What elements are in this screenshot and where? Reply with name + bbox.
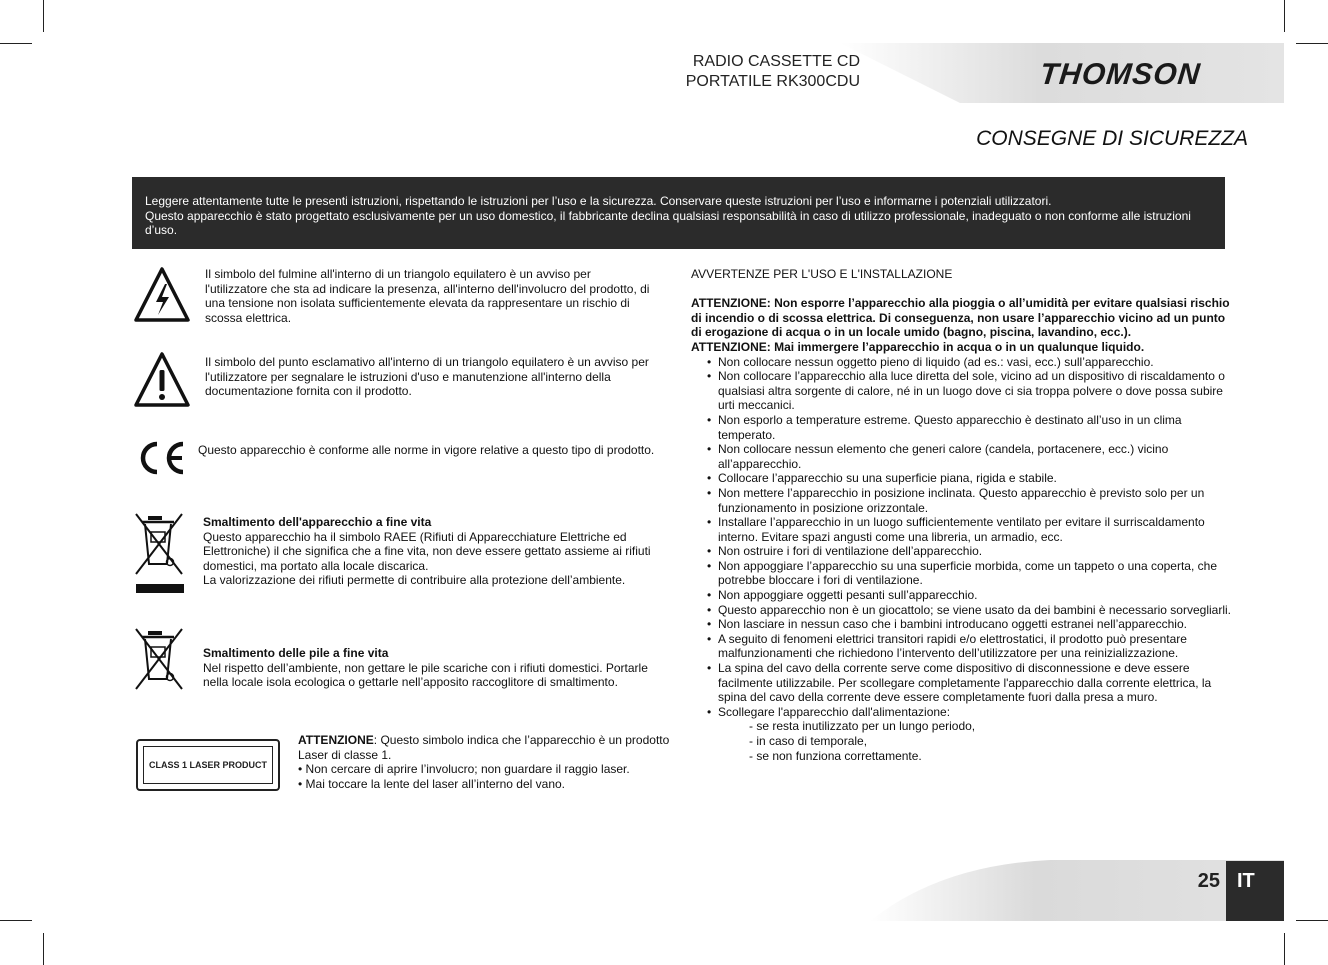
crop-mark [1296,920,1328,921]
laser-label-text: CLASS 1 LASER PRODUCT [143,746,273,784]
ce-description: Questo apparecchio è conforme alle norme in vigore relative a questo tipo di prodotto. [198,443,655,457]
battery-bin-icon [134,627,186,691]
product-line-1: RADIO CASSETTE CD [692,53,860,70]
ce-mark-icon [134,438,188,478]
list-item: • A seguito di fenomeni elettrici transitori rapidi e/o elettrostatici, il prodotto può presentare malfunzionamenti che richiedono l’intervento dell’utilizzatore per una reinizializzazione. [691,632,1231,661]
warnings-list [691,355,1231,720]
weee-bin-icon [134,512,186,596]
laser-warn-bold: ATTENZIONE [298,733,374,747]
warnings-heading: AVVERTENZE PER L'USO E L'INSTALLAZIONE [691,267,953,281]
lightning-warning-icon [133,266,191,324]
brand-logo: THOMSON [1038,58,1203,91]
language-tab: IT [1226,861,1284,921]
crop-mark [1284,0,1285,32]
list-item: • Non collocare nessun oggetto pieno di liquido (ad es.: vasi, ecc.) sull’apparecchio. [691,355,1231,370]
sub-item: - se resta inutilizzato per un lungo periodo, [749,719,976,734]
footer-swoosh [870,860,1284,921]
warning-immerse: ATTENZIONE: Mai immergere l’apparecchio in acqua o in un qualunque liquido. [691,339,1145,354]
laser-label-box [136,739,280,791]
crop-mark [43,933,44,965]
list-item: • Installare l’apparecchio in un luogo sufficientemente ventilato per evitare il surriscaldamento interno. Evitare spazi angusti come una libreria, un armadio, ecc. [691,515,1231,544]
laser-warn-text: : Questo simbolo indica che l’apparecchio è un prodotto Laser di classe 1. [298,733,670,762]
list-item: • Non ostruire i fori di ventilazione dell’apparecchio. [691,544,1231,559]
battery-title: Smaltimento delle pile a fine vita [203,646,389,660]
crop-mark [0,43,32,44]
list-item: • Non appoggiare oggetti pesanti sull’apparecchio. [691,588,1231,603]
warning-rain: ATTENZIONE: Non esporre l’apparecchio alla pioggia o all’umidità per evitare qualsiasi rischio di incendio o di scossa elettrica. Di conseguenza, non usare l’apparecchio vicino ad un punto di erogazione di acqua o in un locale umido (bagno, piscina, lavandino, ecc.). [691,296,1230,340]
weee-title: Smaltimento dell'apparecchio a fine vita [203,515,432,529]
product-name [600,52,860,92]
list-item: • Scollegare l'apparecchio dall'alimentazione: [691,705,1231,720]
intro-line-2: Questo apparecchio è stato progettato esclusivamente per un uso domestico, il fabbricante declina qualsiasi responsabilità in caso di utilizzo professionale, inadeguato o non conforme alle istruzioni d’uso. [145,208,1191,238]
crop-mark [1296,43,1328,44]
laser-bullet-2: • Mai toccare la lente del laser all’interno del vano. [298,776,566,791]
exclamation-description: Il simbolo del punto esclamativo all'interno di un triangolo equilatero è un avviso per l'utilizzatore per segnalare le istruzioni d'uso e manutenzione all'interno della documentazione fornita con il prodotto. [205,355,649,398]
intro-box [132,177,1225,249]
weee-description [203,515,668,588]
sub-item: - in caso di temporale, [749,734,868,748]
page-number: 25 [1197,870,1220,892]
list-item: • Questo apparecchio non è un giocattolo; se viene usato da dei bambini è necessario sorvegliarli. [691,603,1231,618]
list-item: • Non collocare l’apparecchio alla luce diretta del sole, vicino ad un dispositivo di riscaldamento o qualsiasi altra sorgente di calore, né in un luogo dove ci sia troppa polvere o dove possa subire urti meccanici. [691,369,1231,413]
laser-description [298,733,670,791]
crop-mark [1284,933,1285,965]
warnings-column [691,267,1231,763]
list-item: • Non appoggiare l’apparecchio su una superficie morbida, come un tappeto o una coperta, che potrebbe bloccare i fori di ventilazione. [691,559,1231,588]
page-title: CONSEGNE DI SICUREZZA [976,127,1248,150]
list-item: • Non lasciare in nessun caso che i bambini introducano oggetti estranei nell’apparecchio. [691,617,1231,632]
weee-text: Questo apparecchio ha il simbolo RAEE (Rifiuti di Apparecchiature Elettriche ed Elettroniche) il che significa che a fine vita, non deve essere gettato assieme ai rifiuti domestici, ma portato alla locale discarica. [203,529,651,573]
weee-text-2: La valorizzazione dei rifiuti permette di contribuire alla protezione dell’ambiente. [203,573,626,587]
list-item: • Collocare l’apparecchio su una superficie piana, rigida e stabile. [691,471,1231,486]
sub-item: - se non funziona correttamente. [749,748,922,763]
battery-text: Nel rispetto dell’ambiente, non gettare le pile scariche con i rifiuti domestici. Portarle nella locale isola ecologica o gettarle nell’apposito raccoglitore di smaltimento. [203,660,648,689]
product-line-2: PORTATILE RK300CDU [685,73,860,90]
laser-bullet-1: • Non cercare di aprire l’involucro; non guardare il raggio laser. [298,762,630,776]
crop-mark [0,920,32,921]
intro-line-1: Leggere attentamente tutte le presenti istruzioni, rispettando le istruzioni per l’uso e la sicurezza. Conservare queste istruzioni per l’uso e informarne i potenziali utilizzatori. [145,194,1052,208]
list-item: • Non esporlo a temperature estreme. Questo apparecchio è destinato all’uso in un clima temperato. [691,413,1231,442]
exclamation-warning-icon [133,351,191,409]
list-item: • Non mettere l’apparecchio in posizione inclinata. Questo apparecchio è previsto solo per un funzionamento in posizione orizzontale. [691,486,1231,515]
battery-description [203,646,668,690]
lightning-description: Il simbolo del fulmine all'interno di un triangolo equilatero è un avviso per l'utilizzatore che sta ad indicare la presenza, all'interno dell'involucro del prodotto, di una tensione non isolata sufficientemente elevata da rappresentare un rischio di scossa elettrica. [205,267,650,325]
crop-mark [43,0,44,32]
list-item: • La spina del cavo della corrente serve come dispositivo di disconnessione e deve essere facilmente utilizzabile. Per scollegare completamente l'apparecchio dalla corrente elettrica, la spina del cavo della corrente deve essere completamente fuori dalla presa a muro. [691,661,1231,705]
list-item: • Non collocare nessun elemento che generi calore (candela, portacenere, ecc.) vicino all’apparecchio. [691,442,1231,471]
